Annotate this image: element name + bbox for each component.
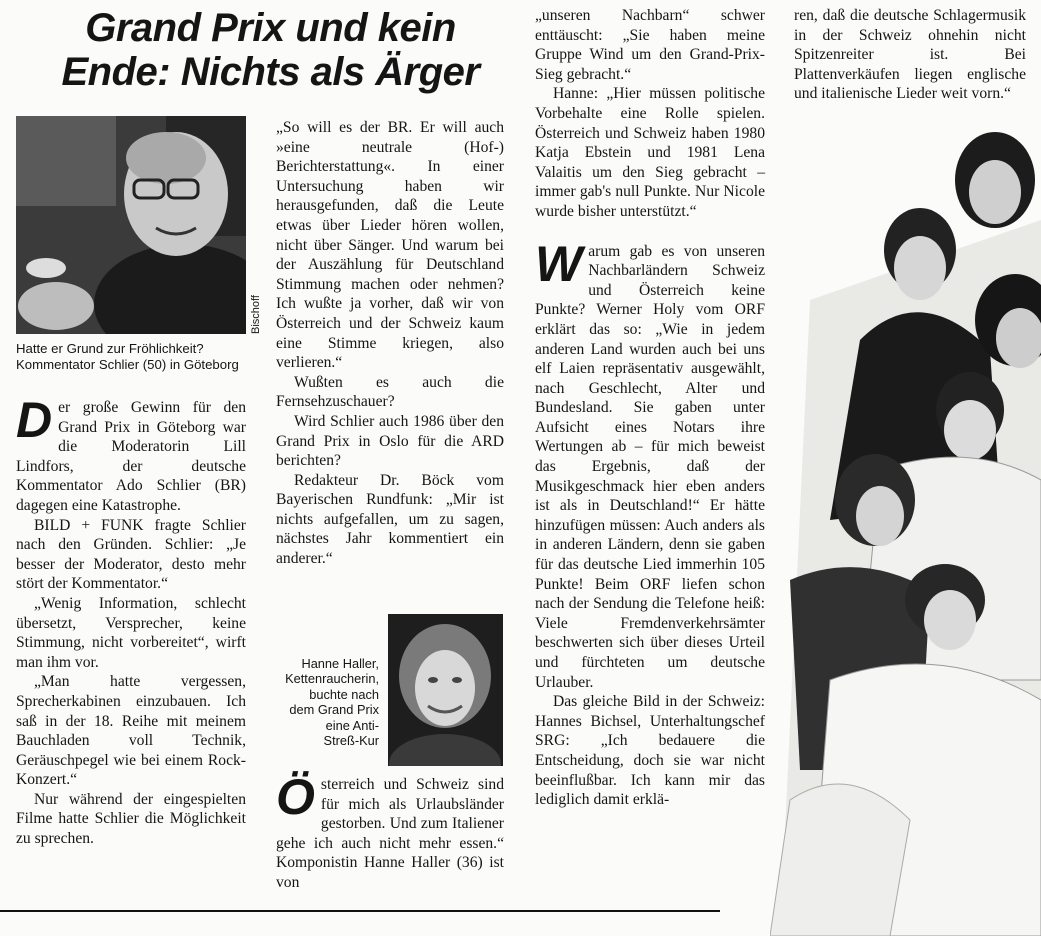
col3-paragraph-3: arum gab es von unseren Nachbarländern Schweiz und Österreich keine Punkte? Werner Holy vom ORF erklärt das so: „Wie in jedem anderen Land wurden auch bei uns elf Laien repräsentativ ausgewählt, nach Geschlecht, Alter und Bundesland. Sie gaben unter Aufsicht eines Notars ihre Wertungen ab – für mich beweist das Ergebnis, daß der Musikgeschmack hier eben anders ist als in Deutschland!“ Er hätte hinzufügen müssen: Auch anders als in anderen Ländern, denn sie gaben für das deutsche Lied immerhin 105 Punkte! Beim ORF liefen schon nach der Sendung die Telefone heiß: Viele Fremdenverkehrsämter beschwerten sich über dieses Urteil und fürchteten um deutsche Urlauber. xyxy=(535,242,765,691)
commentator-photo-illustration xyxy=(16,116,246,334)
col1-paragraph-1: er große Gewinn für den Grand Prix in Göteborg war die Moderatorin Lill Lindfors, der deutsche Kommentator Ado Schlier (BR) dagegen eine Katastrophe. xyxy=(16,399,246,514)
col4-paragraph-1: ren, daß die deutsche Schlagermusik in der Schweiz ohnehin nicht Spitzenreiter ist. Bei Plattenverkäufen liegen englische und italienische Lieder weit vorn.“ xyxy=(794,7,1026,103)
haller-caption-line-3: buchte nach xyxy=(309,686,379,702)
haller-photo xyxy=(388,614,503,766)
col3-paragraph-1: „unseren Nachbarn“ schwer enttäuscht: „Sie haben meine Gruppe Wind um den Grand-Prix-Sieg gebracht.“ xyxy=(535,7,765,83)
headline-line-2: Ende: Nichts als Ärger xyxy=(61,50,480,94)
col1-paragraph-4: „Man hatte vergessen, Sprecherkabinen einzubauen. Ich saß in der 18. Reihe mit meinem Bauchladen voll Technik, Geräuschpegel wie bei einem Rock-Konzert.“ xyxy=(16,673,246,789)
col3-paragraph-4: Das gleiche Bild in der Schweiz: Hannes Bichsel, Unterhaltungschef SRG: „Ich bedauere die Entscheidung, doch sie war nicht beeinflußbar. Ich kann mir das lediglich damit erklä- xyxy=(535,693,765,809)
photo-credit: Bischoff xyxy=(250,295,262,334)
col2-paragraph-1: „So will es der BR. Er will auch »eine neutrale (Hof-) Berichterstattung«. In einer Untersuchung haben wir herausgefunden, daß die Leute etwas über Lieder hören wollen, nicht über Sänger. Und warum bei der Auszählung für Deutschland Stimmung machen oder nehmen? Ich wußte ja vorher, daß wir von Österreich und der Schweiz kaum eine Stimme kriegen, also verlieren.“ xyxy=(276,119,504,372)
haller-caption-line-5: eine Anti- xyxy=(325,717,379,733)
commentator-photo xyxy=(16,116,246,334)
col2-paragraph-3: Wird Schlier auch 1986 über den Grand Prix in Oslo für die ARD berichten? xyxy=(276,412,504,470)
col2-paragraph-4: Redakteur Dr. Böck vom Bayerischen Rundfunk: „Mir ist nichts aufgefallen, um zu sagen, nächstes Jahr kommentiert ein anderer.“ xyxy=(276,471,504,568)
commentator-photo-caption: Hatte er Grund zur Fröhlichkeit? Kommentator Schlier (50) in Göteborg xyxy=(16,341,239,373)
article-column-2 xyxy=(276,118,504,569)
article-column-1 xyxy=(16,392,246,849)
article-column-3 xyxy=(535,6,765,810)
dropcap-oe: Ö xyxy=(276,769,315,825)
col2b-paragraph-1: sterreich und Schweiz sind für mich als Urlaubsländer gestorben. Und zum Italiener gehe ich auch nicht mehr essen.“ Komponistin Hanne Haller (36) ist von xyxy=(276,776,504,891)
haller-photo-illustration xyxy=(388,614,503,766)
col2-paragraph-2: Wußten es auch die Fernsehzuschauer? xyxy=(276,373,504,411)
dropcap-d: D xyxy=(16,392,53,448)
haller-caption-line-1: Hanne Haller, xyxy=(301,656,379,671)
haller-caption-line-2: Kettenraucherin, xyxy=(285,671,379,687)
group-wind-photo xyxy=(770,120,1041,936)
dropcap-w: W xyxy=(535,235,583,292)
col1-paragraph-3: „Wenig Information, schlecht übersetzt, Versprecher, keine Stimmung, nicht vorbereitet“, wirft man ihm vor. xyxy=(16,594,246,671)
col1-paragraph-5: Nur während der eingespielten Filme hatte Schlier die Möglichkeit zu sprechen. xyxy=(16,790,246,848)
article-column-4 xyxy=(794,6,1026,104)
col3-paragraph-2: Hanne: „Hier müssen politische Vorbehalte eine Rolle spielen. Österreich und Schweiz haben 1980 Katja Ebstein und 1981 Lena Valaitis um den Sieg gebracht – immer gab's null Punkte. Nur Nicole wurde bisher unterstützt.“ xyxy=(535,85,765,220)
headline xyxy=(18,6,523,94)
bottom-rule xyxy=(0,910,720,912)
group-wind-photo-illustration xyxy=(770,120,1041,936)
haller-photo-caption xyxy=(276,656,379,748)
col1-paragraph-2: BILD + FUNK fragte Schlier nach den Gründen. Schlier: „Je besser der Moderator, desto mehr stört der Kommentator.“ xyxy=(16,516,246,593)
headline-line-1: Grand Prix und kein xyxy=(85,6,456,50)
article-column-2b xyxy=(276,769,504,893)
haller-caption-line-6: Streß-Kur xyxy=(323,733,379,749)
haller-caption-line-4: dem Grand Prix xyxy=(289,702,379,718)
